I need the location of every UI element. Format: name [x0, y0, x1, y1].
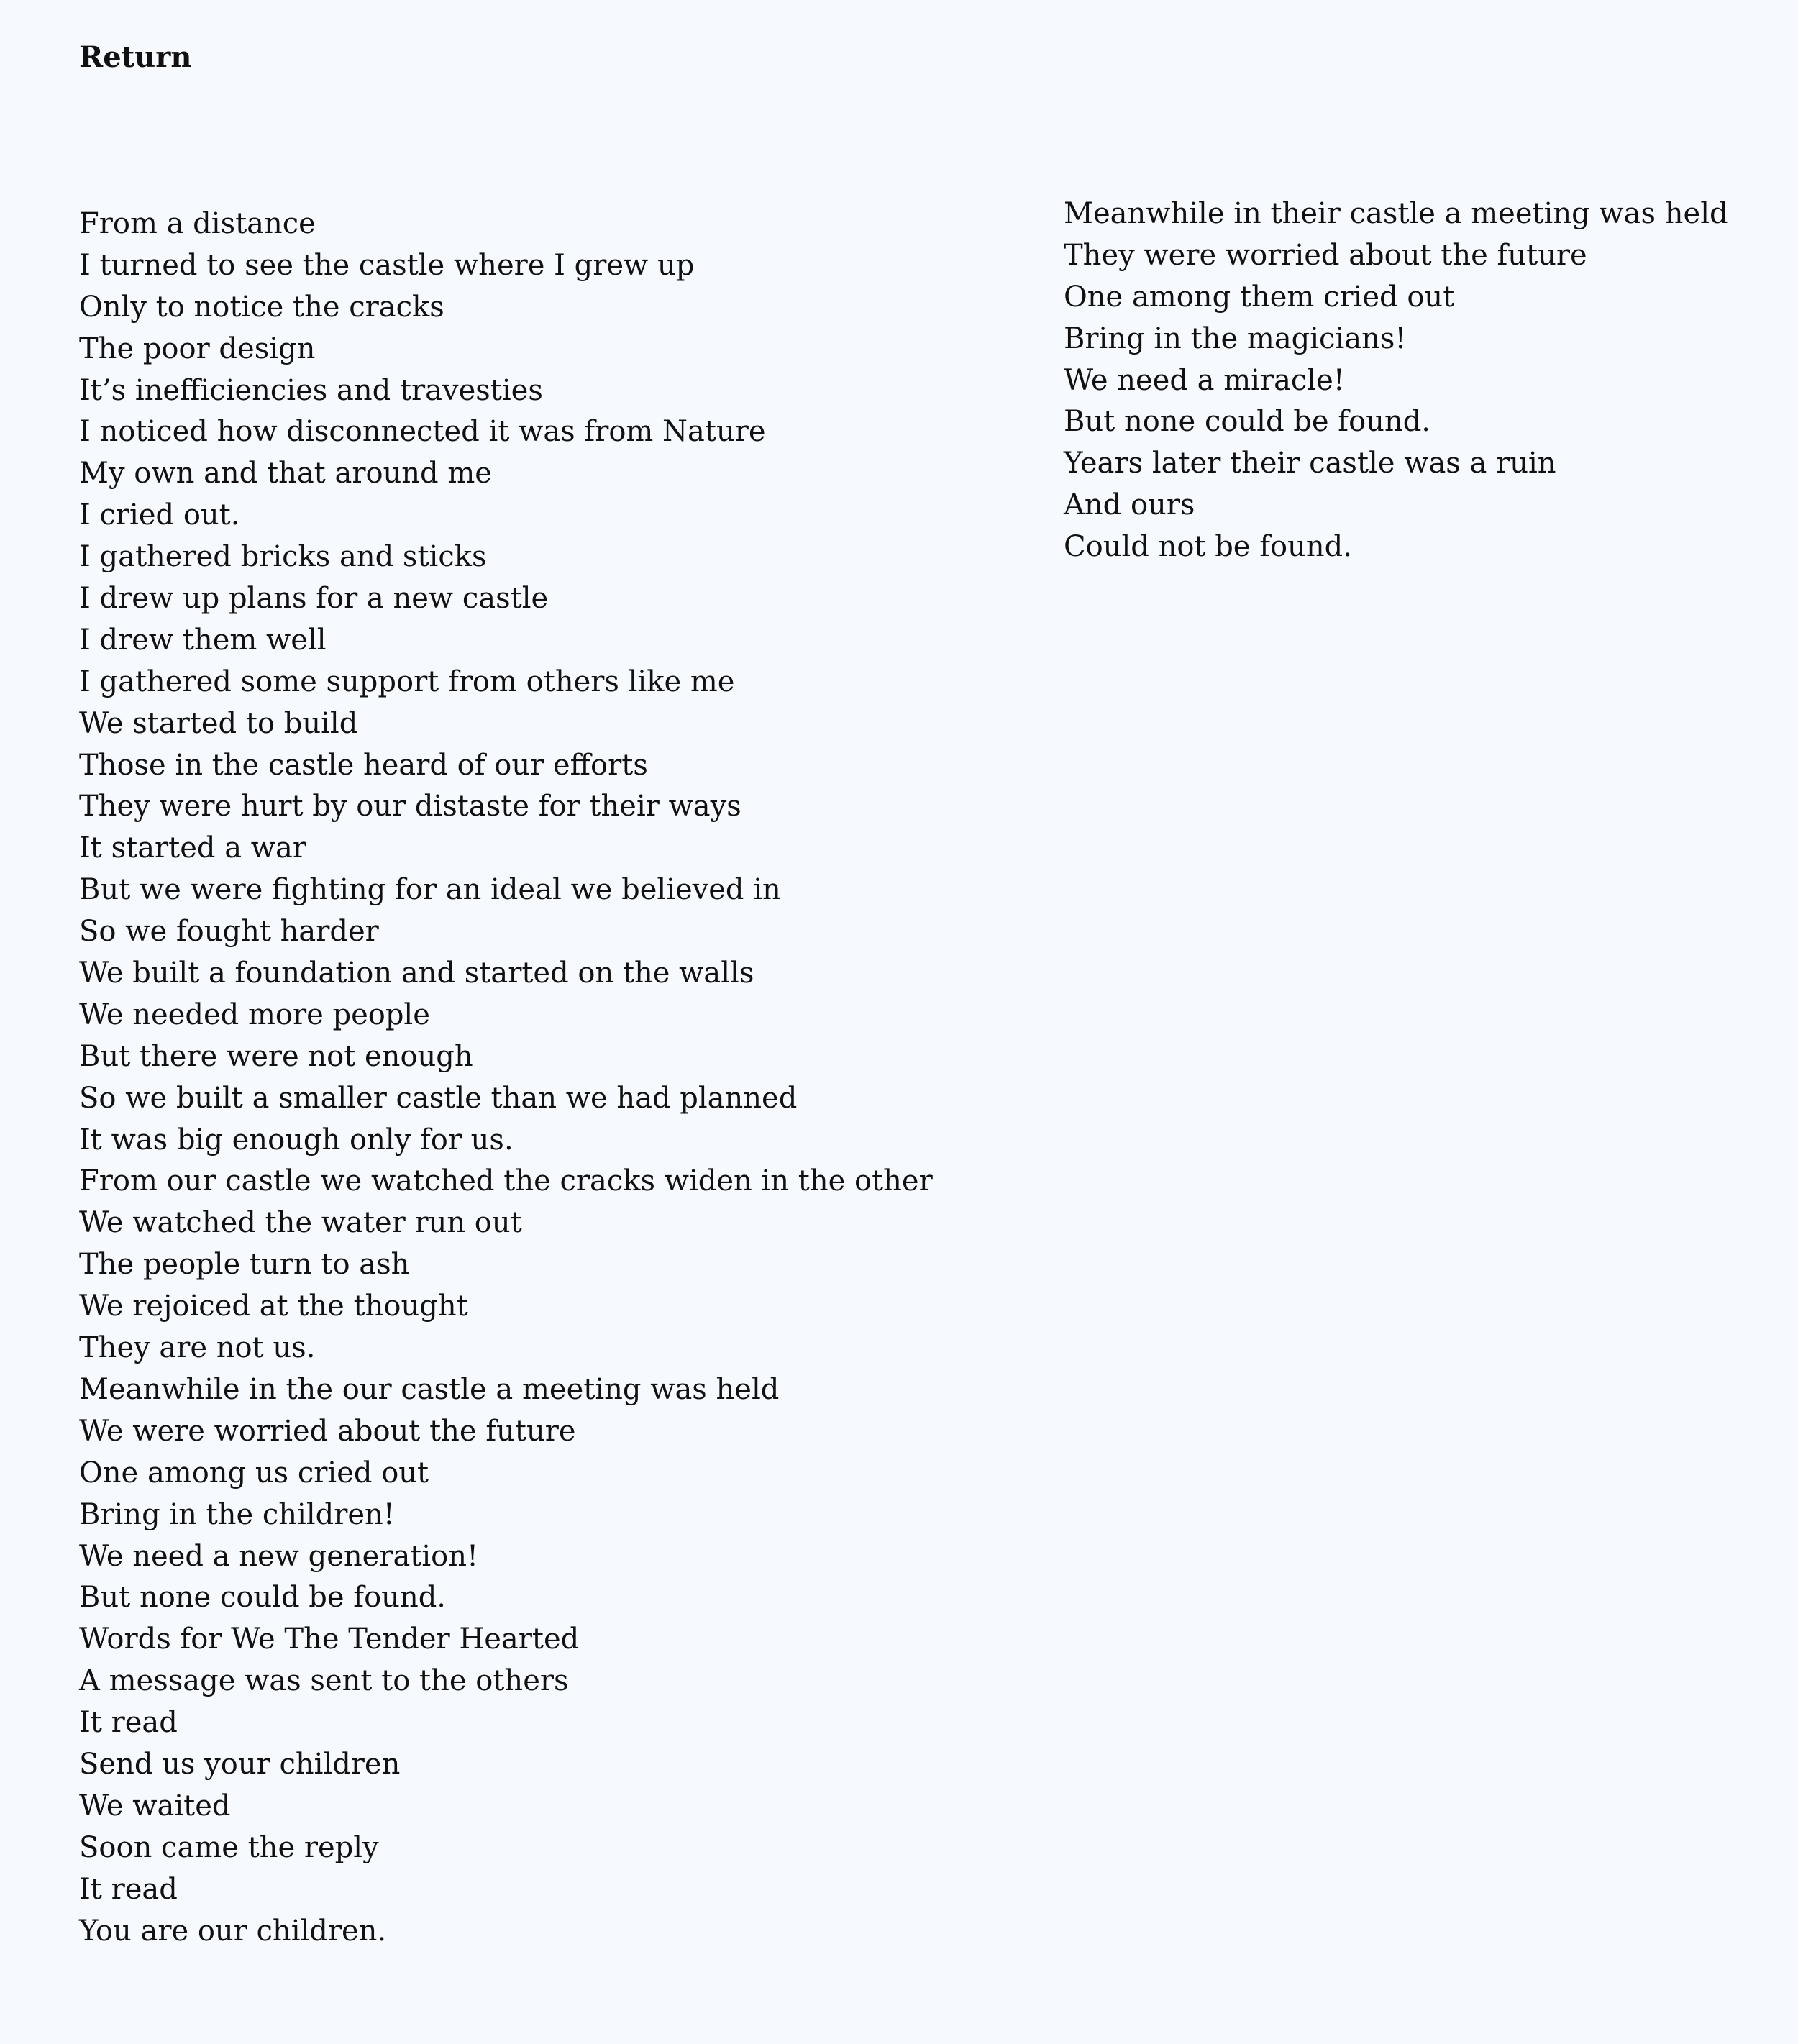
- poem-line: I gathered bricks and sticks: [79, 540, 487, 574]
- poem-line: And ours: [1064, 488, 1195, 522]
- poem-line: It’s inefficiencies and travesties: [79, 373, 543, 407]
- poem-line: But none could be found.: [79, 1581, 447, 1615]
- poem-line: But none could be found.: [1064, 405, 1431, 439]
- poem-line: Those in the castle heard of our efforts: [79, 748, 648, 782]
- poem-line: I gathered some support from others like me: [79, 665, 735, 698]
- poem-line: We need a miracle!: [1064, 363, 1345, 397]
- poem-line: They are not us.: [79, 1331, 316, 1365]
- poem-line: I drew up plans for a new castle: [79, 582, 549, 616]
- poem-line: A message was sent to the others: [79, 1664, 569, 1698]
- poem-line: It started a war: [79, 831, 306, 865]
- poem-line: We needed more people: [79, 998, 430, 1031]
- poem-line: Send us your children: [79, 1747, 401, 1781]
- poem-line: One among us cried out: [79, 1456, 429, 1489]
- poem-line: Could not be found.: [1064, 530, 1352, 564]
- poem-line: From a distance: [79, 207, 316, 240]
- poem-line: Only to notice the cracks: [79, 290, 444, 324]
- poem-line: Years later their castle was a ruin: [1064, 447, 1556, 480]
- poem-line: We started to build: [79, 706, 358, 740]
- poem-line: I turned to see the castle where I grew up: [79, 248, 695, 282]
- poem-column-left: [79, 204, 1014, 1952]
- poem-line: But we were fighting for an ideal we believed in: [79, 873, 781, 907]
- poem-line: But there were not enough: [79, 1039, 473, 1073]
- poem-line: Words for We The Tender Hearted: [79, 1623, 580, 1656]
- poem-line: It was big enough only for us.: [79, 1123, 514, 1156]
- poem-line: We need a new generation!: [79, 1539, 479, 1573]
- poem-line: It read: [79, 1706, 178, 1740]
- poem-line: Bring in the magicians!: [1064, 321, 1407, 355]
- poem-line: We built a foundation and started on the walls: [79, 957, 754, 990]
- poem-line: Bring in the children!: [79, 1497, 395, 1531]
- poem-line: They were hurt by our distaste for their ways: [79, 790, 741, 823]
- poem-line: We waited: [79, 1789, 231, 1822]
- poem-line: I cried out.: [79, 498, 240, 532]
- poem-title: Return: [79, 40, 192, 74]
- poem-line: We watched the water run out: [79, 1206, 522, 1240]
- poem-line: The people turn to ash: [79, 1248, 410, 1282]
- poem-line: So we fought harder: [79, 915, 379, 949]
- poem-line: The poor design: [79, 332, 316, 365]
- poem-line: It read: [79, 1872, 178, 1906]
- poem-line: Soon came the reply: [79, 1830, 379, 1864]
- poem-line: Meanwhile in their castle a meeting was held: [1064, 197, 1728, 230]
- poem-line: One among them cried out: [1064, 280, 1455, 314]
- poem-line: My own and that around me: [79, 457, 492, 491]
- poem-line: We rejoiced at the thought: [79, 1290, 468, 1323]
- poem-line: From our castle we watched the cracks widen in the other: [79, 1164, 933, 1198]
- poem-line: You are our children.: [79, 1914, 387, 1948]
- poem-line: Meanwhile in the our castle a meeting was held: [79, 1372, 780, 1406]
- poem-line: We were worried about the future: [79, 1414, 576, 1448]
- poem-column-right: [1064, 193, 1783, 568]
- poem-line: I noticed how disconnected it was from Nature: [79, 415, 766, 449]
- poem-line: I drew them well: [79, 623, 327, 657]
- poem-line: So we built a smaller castle than we had planned: [79, 1081, 798, 1115]
- poem-line: They were worried about the future: [1064, 238, 1587, 272]
